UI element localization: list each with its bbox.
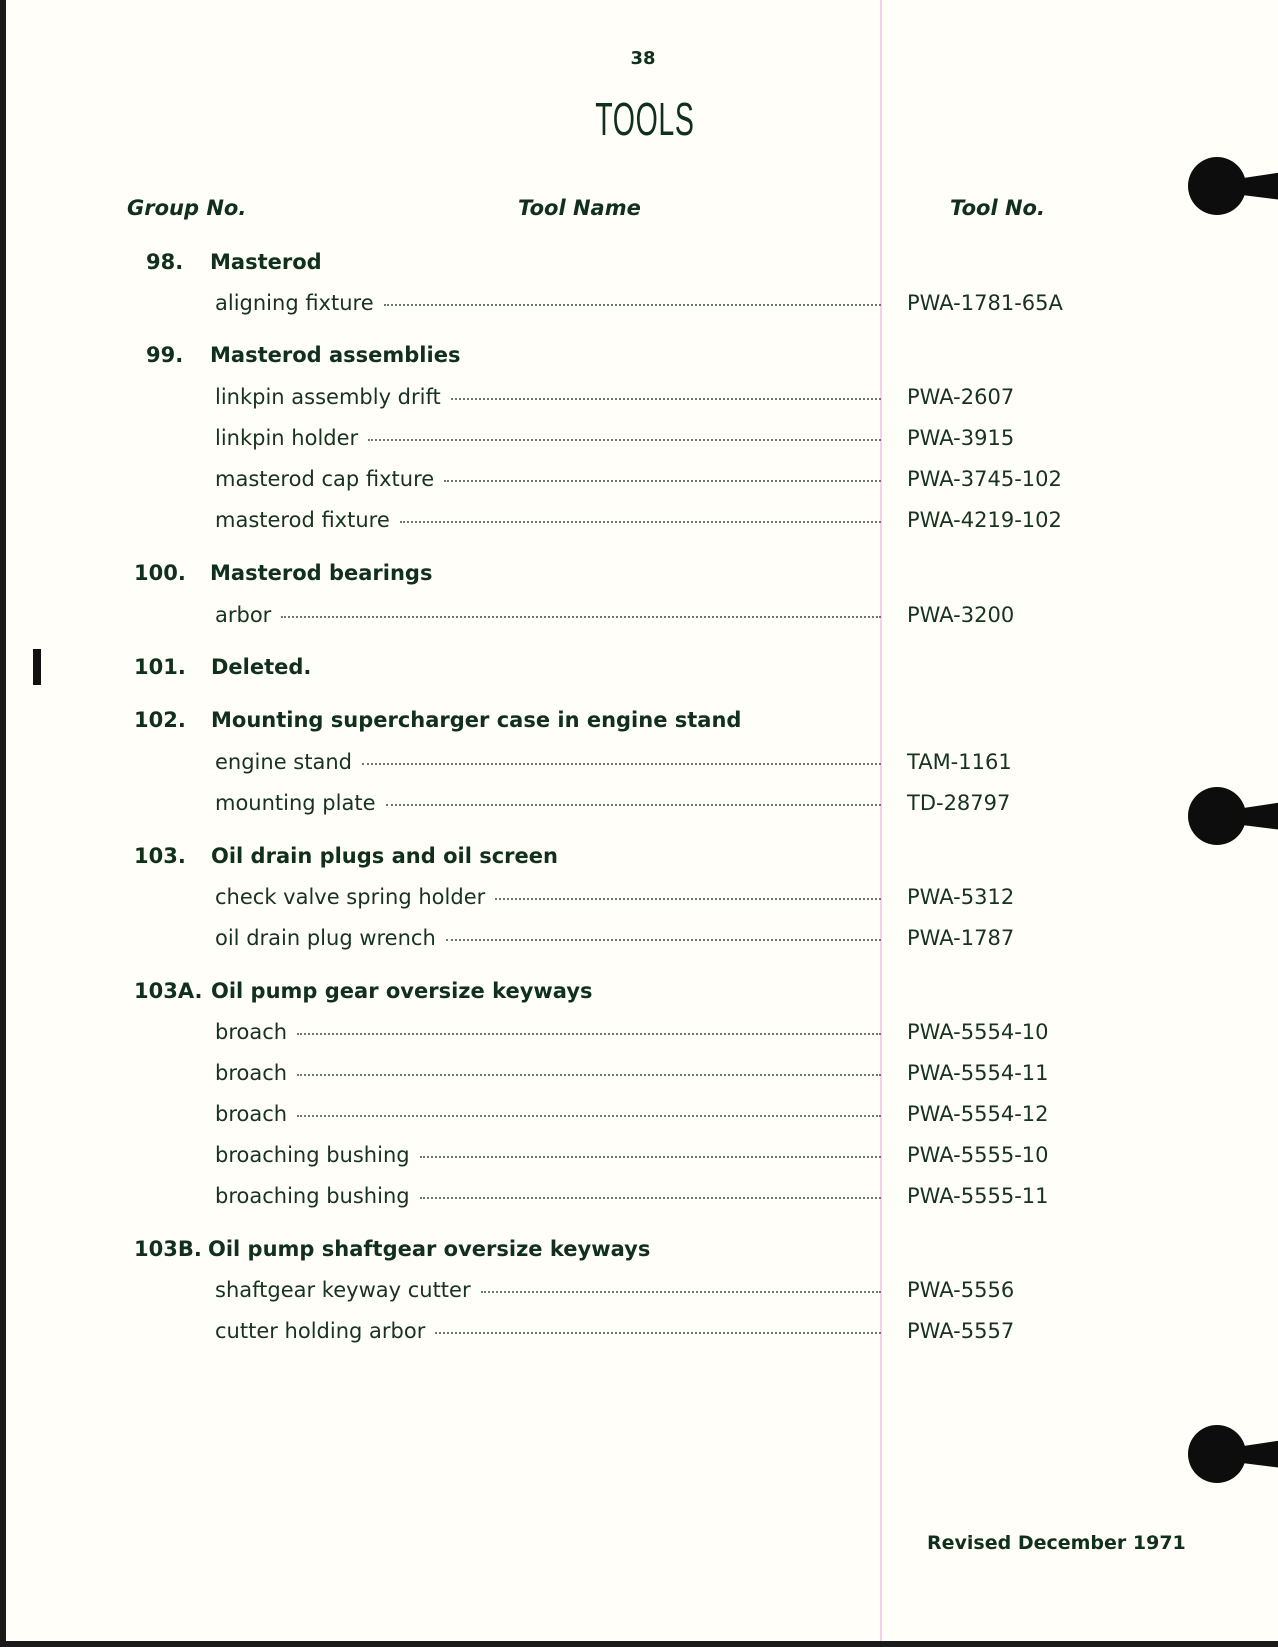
tool-name: broaching bushing — [215, 1184, 410, 1208]
tool-number: PWA-3915 — [907, 426, 1015, 450]
tool-number: PWA-2607 — [907, 385, 1015, 409]
tool-name: linkpin holder — [215, 426, 359, 450]
tool-row — [211, 791, 881, 815]
leader-dots — [297, 1074, 881, 1076]
tool-name: engine stand — [215, 750, 352, 774]
group-name: Mounting supercharger case in engine stand — [211, 708, 742, 732]
tool-number: PWA-1781-65A — [907, 291, 1063, 315]
group-number: 100. — [134, 561, 186, 585]
tool-row — [211, 1184, 881, 1208]
tool-row — [211, 926, 881, 950]
document-page — [6, 0, 1278, 1641]
column-header-tool-name: Tool Name — [518, 196, 641, 220]
column-header-tool-no: Tool No. — [950, 196, 1045, 220]
leader-dots — [297, 1115, 881, 1117]
leader-dots — [368, 439, 881, 441]
tool-row — [211, 291, 881, 315]
tool-name: mounting plate — [215, 791, 376, 815]
tool-row — [211, 750, 881, 774]
revision-note: Revised December 1971 — [927, 1532, 1186, 1554]
tool-number: PWA-4219-102 — [907, 508, 1062, 532]
tool-name: aligning fixture — [215, 291, 374, 315]
tool-row — [211, 1319, 881, 1343]
column-header-group-no: Group No. — [127, 196, 247, 220]
leader-dots — [420, 1156, 881, 1158]
leader-dots — [451, 398, 881, 400]
tool-name: cutter holding arbor — [215, 1319, 426, 1343]
group-name: Oil pump gear oversize keyways — [211, 979, 593, 1003]
group-number: 99. — [146, 343, 184, 367]
leader-dots — [297, 1033, 881, 1035]
tool-number: TAM-1161 — [907, 750, 1012, 774]
group-number: 103B. — [134, 1237, 202, 1261]
group-number: 98. — [146, 250, 184, 274]
tool-name: linkpin assembly drift — [215, 385, 441, 409]
tool-row — [211, 603, 881, 627]
page-title: TOOLS — [595, 93, 695, 145]
group-number: 103. — [134, 844, 186, 868]
tool-number: TD-28797 — [907, 791, 1011, 815]
tool-name: broaching bushing — [215, 1143, 410, 1167]
tool-row — [211, 1020, 881, 1044]
tool-row — [211, 885, 881, 909]
group-number: 102. — [134, 708, 186, 732]
leader-dots — [446, 939, 881, 941]
tool-number: PWA-5556 — [907, 1278, 1015, 1302]
leader-dots — [281, 616, 881, 618]
tool-number: PWA-5554-11 — [907, 1061, 1049, 1085]
tool-row — [211, 467, 881, 491]
tool-number: PWA-3200 — [907, 603, 1015, 627]
tool-name: check valve spring holder — [215, 885, 486, 909]
tool-number: PWA-5312 — [907, 885, 1015, 909]
leader-dots — [420, 1197, 881, 1199]
group-number: 101. — [134, 655, 186, 679]
group-name: Masterod — [210, 250, 322, 274]
tool-name: masterod cap fixture — [215, 467, 435, 491]
tool-row — [211, 1278, 881, 1302]
tool-row — [211, 1102, 881, 1126]
tool-row — [211, 1061, 881, 1085]
margin-line — [880, 0, 882, 1641]
group-name: Oil pump shaftgear oversize keyways — [208, 1237, 651, 1261]
tool-number: PWA-5557 — [907, 1319, 1015, 1343]
leader-dots — [435, 1332, 881, 1334]
tool-row — [211, 508, 881, 532]
page-number: 38 — [630, 48, 656, 69]
group-name: Oil drain plugs and oil screen — [211, 844, 558, 868]
tool-row — [211, 385, 881, 409]
tool-name: broach — [215, 1102, 288, 1126]
tool-name: broach — [215, 1061, 288, 1085]
tool-number: PWA-5554-12 — [907, 1102, 1049, 1126]
tool-number: PWA-1787 — [907, 926, 1015, 950]
tool-name: broach — [215, 1020, 288, 1044]
leader-dots — [362, 763, 881, 765]
leader-dots — [481, 1291, 881, 1293]
tool-name: arbor — [215, 603, 272, 627]
leader-dots — [495, 898, 881, 900]
tool-row — [211, 1143, 881, 1167]
tool-name: masterod fixture — [215, 508, 390, 532]
tool-row — [211, 426, 881, 450]
tool-number: PWA-3745-102 — [907, 467, 1062, 491]
group-name: Masterod bearings — [210, 561, 433, 585]
leader-dots — [400, 521, 881, 523]
group-name: Masterod assemblies — [210, 343, 461, 367]
tool-name: shaftgear keyway cutter — [215, 1278, 471, 1302]
leader-dots — [444, 480, 881, 482]
group-name: Deleted. — [211, 655, 312, 679]
group-number: 103A. — [134, 979, 203, 1003]
tool-number: PWA-5555-11 — [907, 1184, 1049, 1208]
tool-number: PWA-5554-10 — [907, 1020, 1049, 1044]
leader-dots — [386, 804, 882, 806]
tool-name: oil drain plug wrench — [215, 926, 436, 950]
tool-number: PWA-5555-10 — [907, 1143, 1049, 1167]
leader-dots — [384, 304, 881, 306]
change-bar — [33, 649, 41, 685]
